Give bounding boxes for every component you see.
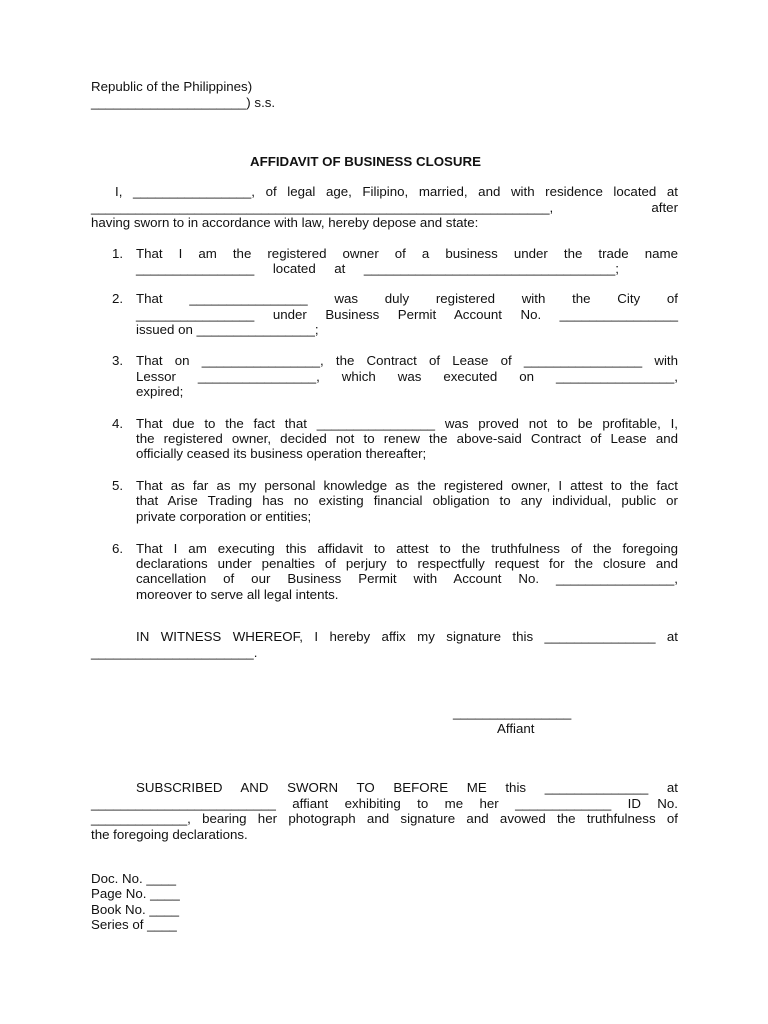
item-5-line-3: private corporation or entities; [136,509,312,524]
witness-line-1: IN WITNESS WHEREOF, I hereby affix my signature this _______________ at [136,629,678,644]
affiant-signature-line: ________________ [453,705,572,720]
item-2-line-1: That ________________ was duly registered with the City of [136,291,678,306]
item-3-line-3: expired; [136,384,184,399]
affiant-label: Affiant [497,721,535,736]
item-5-line-1: That as far as my personal knowledge as the registered owner, I attest to the fact [136,478,678,493]
jurat-line-2: _________________________ affiant exhibiting to me her _____________ ID No. [91,796,678,811]
witness-line-2: ______________________. [91,645,258,660]
item-4-line-2: the registered owner, decided not to renew the above-said Contract of Lease and [136,431,678,446]
intro-line-1: I, ________________, of legal age, Filipino, married, and with residence located at [115,184,678,199]
intro-line-3: having sworn to in accordance with law, hereby depose and state: [91,215,479,230]
item-3-line-1: That on ________________, the Contract of Lease of ________________ with [136,353,678,368]
item-6-number: 6. [112,541,124,556]
item-5-number: 5. [112,478,124,493]
jurat-line-3: _____________, bearing her photograph and signature and avowed the truthfulness of [91,811,678,826]
document-title: AFFIDAVIT OF BUSINESS CLOSURE [250,154,481,169]
item-1-line-2: ________________ located at __________________________________; [136,261,619,276]
item-3-number: 3. [112,353,124,368]
venue-line-2: _____________________) s.s. [91,95,276,110]
item-2-number: 2. [112,291,124,306]
item-3-line-2: Lessor ________________, which was executed on ________________, [136,369,678,384]
series-of: Series of ____ [91,917,177,932]
item-4-number: 4. [112,416,124,431]
item-6-line-3: cancellation of our Business Permit with Account No. ________________, [136,571,678,586]
item-4-line-3: officially ceased its business operation thereafter; [136,446,427,461]
item-2-line-2: ________________ under Business Permit Account No. ________________ [136,307,678,322]
item-6-line-4: moreover to serve all legal intents. [136,587,339,602]
intro-line-2: ______________________________________________________________, after [91,200,678,215]
venue-line-1: Republic of the Philippines) [91,79,253,94]
item-1-line-1: That I am the registered owner of a business under the trade name [136,246,678,261]
page-number: Page No. ____ [91,886,180,901]
book-number: Book No. ____ [91,902,179,917]
jurat-line-1: SUBSCRIBED AND SWORN TO BEFORE ME this ______________ at [136,780,678,795]
item-2-line-3: issued on ________________; [136,322,319,337]
item-4-line-1: That due to the fact that ________________ was proved not to be profitable, I, [136,416,678,431]
item-6-line-2: declarations under penalties of perjury to respectfully request for the closure and [136,556,678,571]
doc-number: Doc. No. ____ [91,871,177,886]
jurat-line-4: the foregoing declarations. [91,827,248,842]
item-6-line-1: That I am executing this affidavit to attest to the truthfulness of the foregoing [136,541,678,556]
item-5-line-2: that Arise Trading has no existing financial obligation to any individual, public or [136,493,678,508]
item-1-number: 1. [112,246,124,261]
